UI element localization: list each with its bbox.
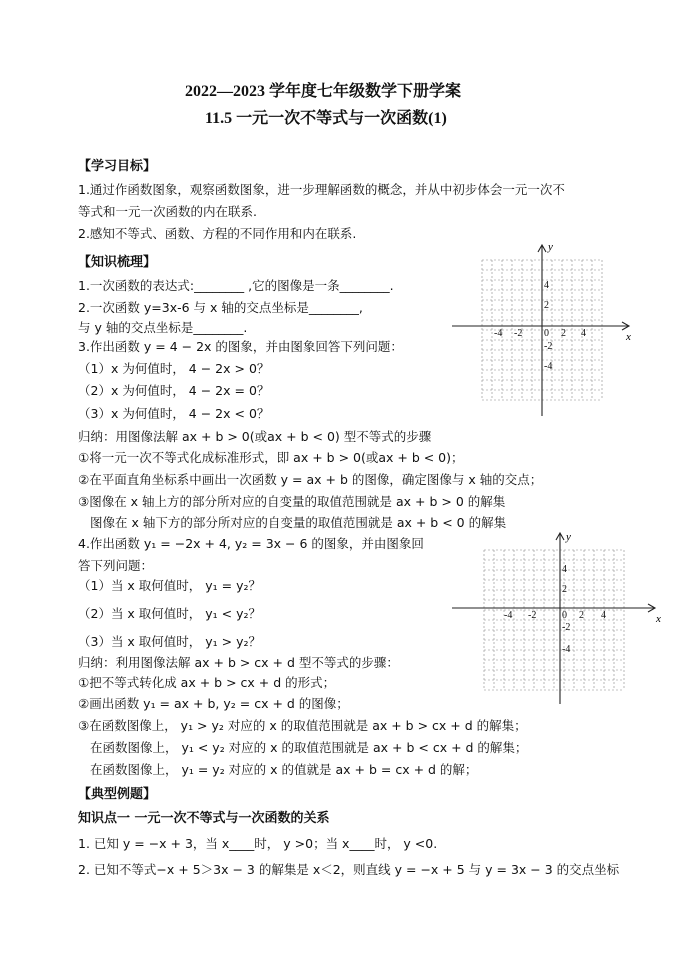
- axes: [452, 533, 655, 704]
- rule-5: 在函数图像上， y₁ < y₂ 对应的 x 的取值范围就是 ax + b < cx + d 的解集；: [90, 740, 528, 755]
- knowledge-2a: 2.一次函数 y=3x-6 与 x 轴的交点坐标是________,: [78, 300, 363, 315]
- x-tick-label: -2: [528, 610, 537, 621]
- question-2: （2）x 为何值时， 4 − 2x = 0？: [78, 383, 270, 398]
- knowledge-4a: 4.作出函数 y₁ = −2x + 4, y₂ = 3x − 6 的图象，并由图象回: [78, 536, 424, 551]
- goal-2: 2.感知不等式、函数、方程的不同作用和内在联系.: [78, 226, 357, 241]
- question-3: （3）x 为何值时， 4 − 2x < 0？: [78, 406, 270, 421]
- summary-3: ②在平面直角坐标系中画出一次函数 y = ax + b 的图像，确定图像与 x 轴的交点；: [78, 472, 543, 487]
- x-tick-label: -4: [494, 328, 503, 339]
- rule-3: ②画出函数 y₁ = ax + b, y₂ = cx + d 的图像；: [78, 696, 349, 711]
- coordinate-grid-2: [448, 528, 668, 708]
- example-2: 2. 已知不等式−x + 5＞3x − 3 的解集是 x＜2，则直线 y = −x + 5 与 y = 3x − 3 的交点坐标: [78, 862, 620, 877]
- knowledge-3: 3.作出函数 y = 4 − 2x 的图象，并由图象回答下列问题：: [78, 339, 403, 354]
- section-examples: 【典型例题】: [78, 787, 157, 802]
- x-tick-label: -2: [514, 328, 523, 339]
- y-axis-label: y: [566, 531, 571, 543]
- x-tick-label: 4: [601, 610, 606, 621]
- rule-4: ③在函数图像上， y₁ > y₂ 对应的 x 的取值范围就是 ax + b > cx + d 的解集；: [78, 718, 527, 733]
- coordinate-grid-1: [448, 240, 648, 420]
- summary-2: ①将一元一次不等式化成标准形式，即 ax + b > 0(或ax + b < 0)；: [78, 450, 464, 465]
- x-tick-label: -4: [504, 610, 513, 621]
- x-axis-label: x: [626, 331, 631, 343]
- x-tick-label: 0: [562, 610, 567, 621]
- summary-1: 归纳：用图像法解 ax + b > 0(或ax + b < 0) 型不等式的步骤: [78, 429, 432, 444]
- example-1: 1. 已知 y = −x + 3，当 x____时， y >0；当 x____时， y <0.: [78, 836, 438, 851]
- y-tick-label: 4: [544, 280, 549, 291]
- doc-title-line1: 2022—2023 学年度七年级数学下册学案: [185, 83, 462, 100]
- x-axis-label: x: [656, 613, 661, 625]
- summary-4: ③图像在 x 轴上方的部分所对应的自变量的取值范围就是 ax + b > 0 的解集: [78, 494, 506, 509]
- rule-1: 归纳：利用图像法解 ax + b > cx + d 型不等式的步骤：: [78, 655, 399, 670]
- rule-2: ①把不等式转化成 ax + b > cx + d 的形式；: [78, 675, 336, 690]
- y-tick-label: -2: [544, 341, 553, 352]
- axes: [452, 245, 629, 416]
- doc-title-line2: 11.5 一元一次不等式与一次函数(1): [205, 110, 447, 127]
- x-tick-label: 4: [581, 328, 586, 339]
- y-tick-label: 2: [562, 584, 567, 595]
- problem-1: （1）当 x 取何值时， y₁ = y₂？: [78, 578, 262, 593]
- goal-1b: 等式和一元一次函数的内在联系.: [78, 204, 257, 219]
- y-tick-label: 2: [544, 300, 549, 311]
- x-tick-label: 2: [579, 610, 584, 621]
- summary-5: 图像在 x 轴下方的部分所对应的自变量的取值范围就是 ax + b < 0 的解集: [90, 515, 507, 530]
- knowledge-4b: 答下列问题：: [78, 558, 154, 573]
- problem-3: （3）当 x 取何值时， y₁ > y₂？: [78, 634, 262, 649]
- y-tick-label: 4: [562, 564, 567, 575]
- y-tick-label: -4: [544, 361, 553, 372]
- knowledge-2b: 与 y 轴的交点坐标是________.: [78, 320, 248, 335]
- problem-2: （2）当 x 取何值时， y₁ < y₂？: [78, 606, 262, 621]
- x-tick-label: 2: [561, 328, 566, 339]
- y-tick-label: -2: [562, 622, 571, 633]
- rule-6: 在函数图像上， y₁ = y₂ 对应的 x 的值就是 ax + b = cx + d 的解；: [90, 762, 478, 777]
- section-goals: 【学习目标】: [78, 159, 157, 174]
- knowledge-1: 1.一次函数的表达式:________ ,它的图像是一条________.: [78, 278, 394, 293]
- y-axis-label: y: [548, 241, 553, 253]
- goal-1a: 1.通过作函数图象，观察函数图象，进一步理解函数的概念，并从中初步体会一元一次不: [78, 182, 565, 197]
- knowledge-point-1: 知识点一 一元一次不等式与一次函数的关系: [78, 811, 330, 826]
- y-tick-label: -4: [562, 644, 571, 655]
- section-knowledge: 【知识梳理】: [78, 255, 157, 270]
- x-tick-label: 0: [544, 328, 549, 339]
- question-1: （1）x 为何值时， 4 − 2x > 0？: [78, 361, 270, 376]
